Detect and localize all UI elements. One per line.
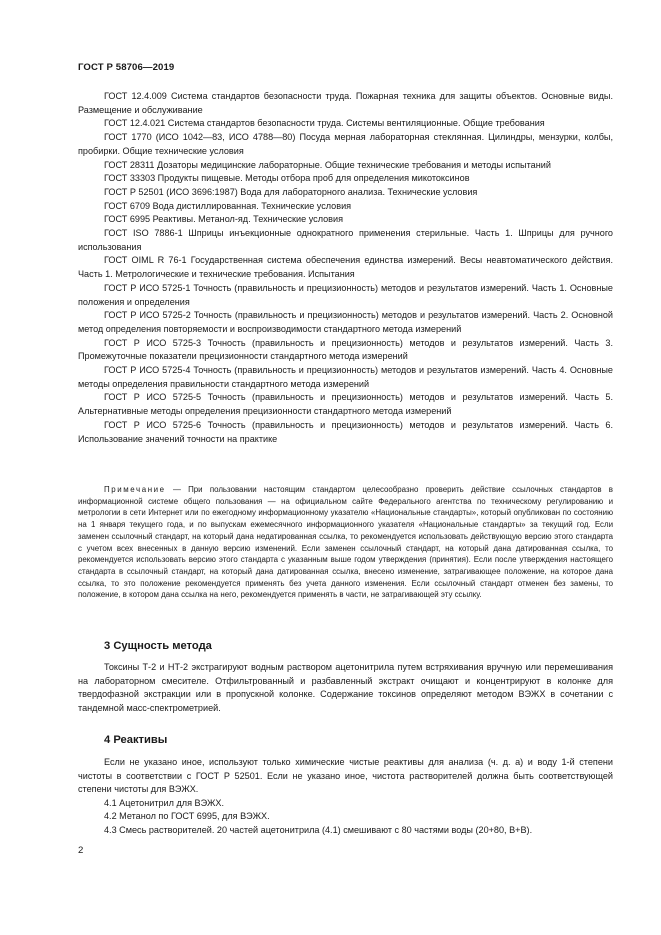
reference-item: ГОСТ 6709 Вода дистиллированная. Технические условия bbox=[104, 200, 352, 211]
section-3-body bbox=[78, 661, 613, 715]
page-header: ГОСТ Р 58706—2019 bbox=[78, 62, 175, 73]
section-4-intro: Если не указано иное, используют только химические чистые реактивы для анализа (ч. д. а) и воду 1-й степени чистоты в соответствии с ГОСТ Р 52501. Если не указано иное, чистота растворителей должна быть соответствующей степени чистоты для ВЭЖХ. bbox=[78, 757, 613, 794]
reagent-item: 4.1 Ацетонитрил для ВЭЖХ. bbox=[104, 797, 224, 808]
section-4-body bbox=[78, 756, 613, 837]
reference-item: ГОСТ 28311 Дозаторы медицинские лабораторные. Общие технические требования и методы испытаний bbox=[104, 159, 551, 170]
reference-item: ГОСТ 1770 (ИСО 1042—83, ИСО 4788—80) Посуда мерная лабораторная стеклянная. Цилиндры, мензурки, колбы, пробирки. Общие технические условия bbox=[78, 132, 613, 156]
reference-item: ГОСТ 12.4.009 Система стандартов безопасности труда. Пожарная техника для защиты объектов. Основные виды. Размещение и обслуживание bbox=[78, 91, 613, 115]
reference-item: ГОСТ Р ИСО 5725-3 Точность (правильность и прецизионность) методов и результатов измерений. Часть 3. Промежуточные показатели прецизионности стандартного метода измерений bbox=[78, 337, 613, 362]
reference-item: ГОСТ Р ИСО 5725-2 Точность (правильность и прецизионность) методов и результатов измерений. Часть 2. Основной метод определения повторяемости и воспроизводимости стандартного метода измерений bbox=[78, 310, 613, 334]
reference-item: ГОСТ ISO 7886-1 Шприцы инъекционные однократного применения стерильные. Часть 1. Шприцы для ручного использования bbox=[78, 228, 613, 252]
reference-item: ГОСТ Р ИСО 5725-1 Точность (правильность и прецизионность) методов и результатов измерений. Часть 1. Основные положения и определения bbox=[78, 282, 613, 307]
reference-item: ГОСТ Р 52501 (ИСО 3696:1987) Вода для лабораторного анализа. Технические условия bbox=[104, 186, 478, 197]
section-3-heading: 3 Сущность метода bbox=[104, 640, 212, 652]
note-text: — При пользовании настоящим стандартом целесообразно проверить действие ссылочных стандартов в информационной системе общего пользования — на официальном сайте Федерального агентства по техническому регулированию и метрологии в сети Интернет или по ежегодному информационному указателю «Национальные стандарты», который опубликован по состоянию на 1 января текущего года, и по выпускам ежемесячного информационного указателя «Национальные стандарты» за текущий год. Если заменен ссылочный стандарт, на который дана недатированная ссылка, то рекомендуется использовать действующую версию этого стандарта с учетом всех внесенных в данную версию изменений. Если заменен ссылочный стандарт, на который дана датированная ссылка, то рекомендуется использовать версию этого стандарта с указанным выше годом утверждения (принятия). Если после утверждения настоящего стандарта в ссылочный стандарт, на который дана датированная ссылка, внесено изменение, затрагивающее положение, на которое дана ссылка, то это положение рекомендуется применять без учета данного изменения. Если ссылочный стандарт отменен без замены, то положение, в котором дана ссылка на него, рекомендуется применять в части, не затрагивающей эту ссылку. bbox=[78, 485, 613, 600]
reference-item: ГОСТ OIML R 76-1 Государственная система обеспечения единства измерений. Весы неавтоматического действия. Часть 1. Метрологические и технические требования. Испытания bbox=[78, 255, 613, 280]
normative-references-list bbox=[78, 90, 613, 446]
reference-item: ГОСТ Р ИСО 5725-5 Точность (правильность и прецизионность) методов и результатов измерений. Часть 5. Альтернативные методы определения прецизионности стандартного метода измерений bbox=[78, 392, 613, 417]
section-3-paragraph: Токсины Т-2 и НТ-2 экстрагируют водным раствором ацетонитрила путем встряхивания вручную или перемешивания на лабораторном смесителе. Отфильтрованный и разбавленный экстракт очищают и концентрируют в колонке для твердофазной экстракции или в пропускной колонке. Содержание токсинов определяют методом ВЭЖХ в сочетании с тандемной масс-спектрометрией. bbox=[78, 662, 613, 713]
page-number: 2 bbox=[78, 845, 84, 856]
reagent-item: 4.3 Смесь растворителей. 20 частей ацетонитрила (4.1) смешивают с 80 частями воды (20+80, В+В). bbox=[104, 824, 533, 835]
reagent-item: 4.2 Метанол по ГОСТ 6995, для ВЭЖХ. bbox=[104, 811, 270, 821]
reference-item: ГОСТ 6995 Реактивы. Метанол-яд. Технические условия bbox=[104, 214, 343, 225]
reference-item: ГОСТ Р ИСО 5725-4 Точность (правильность и прецизионность) методов и результатов измерений. Часть 4. Основные методы определения правильности стандартного метода измерений bbox=[78, 365, 613, 389]
section-4-heading: 4 Реактивы bbox=[104, 734, 168, 746]
reference-item: ГОСТ Р ИСО 5725-6 Точность (правильность и прецизионность) методов и результатов измерений. Часть 6. Использование значений точности на практике bbox=[78, 419, 613, 444]
reference-item: ГОСТ 33303 Продукты пищевые. Методы отбора проб для определения микотоксинов bbox=[104, 173, 470, 184]
note-label: Примечание bbox=[104, 485, 166, 494]
note-paragraph bbox=[78, 484, 613, 601]
reference-item: ГОСТ 12.4.021 Система стандартов безопасности труда. Системы вентиляционные. Общие требования bbox=[104, 118, 545, 129]
